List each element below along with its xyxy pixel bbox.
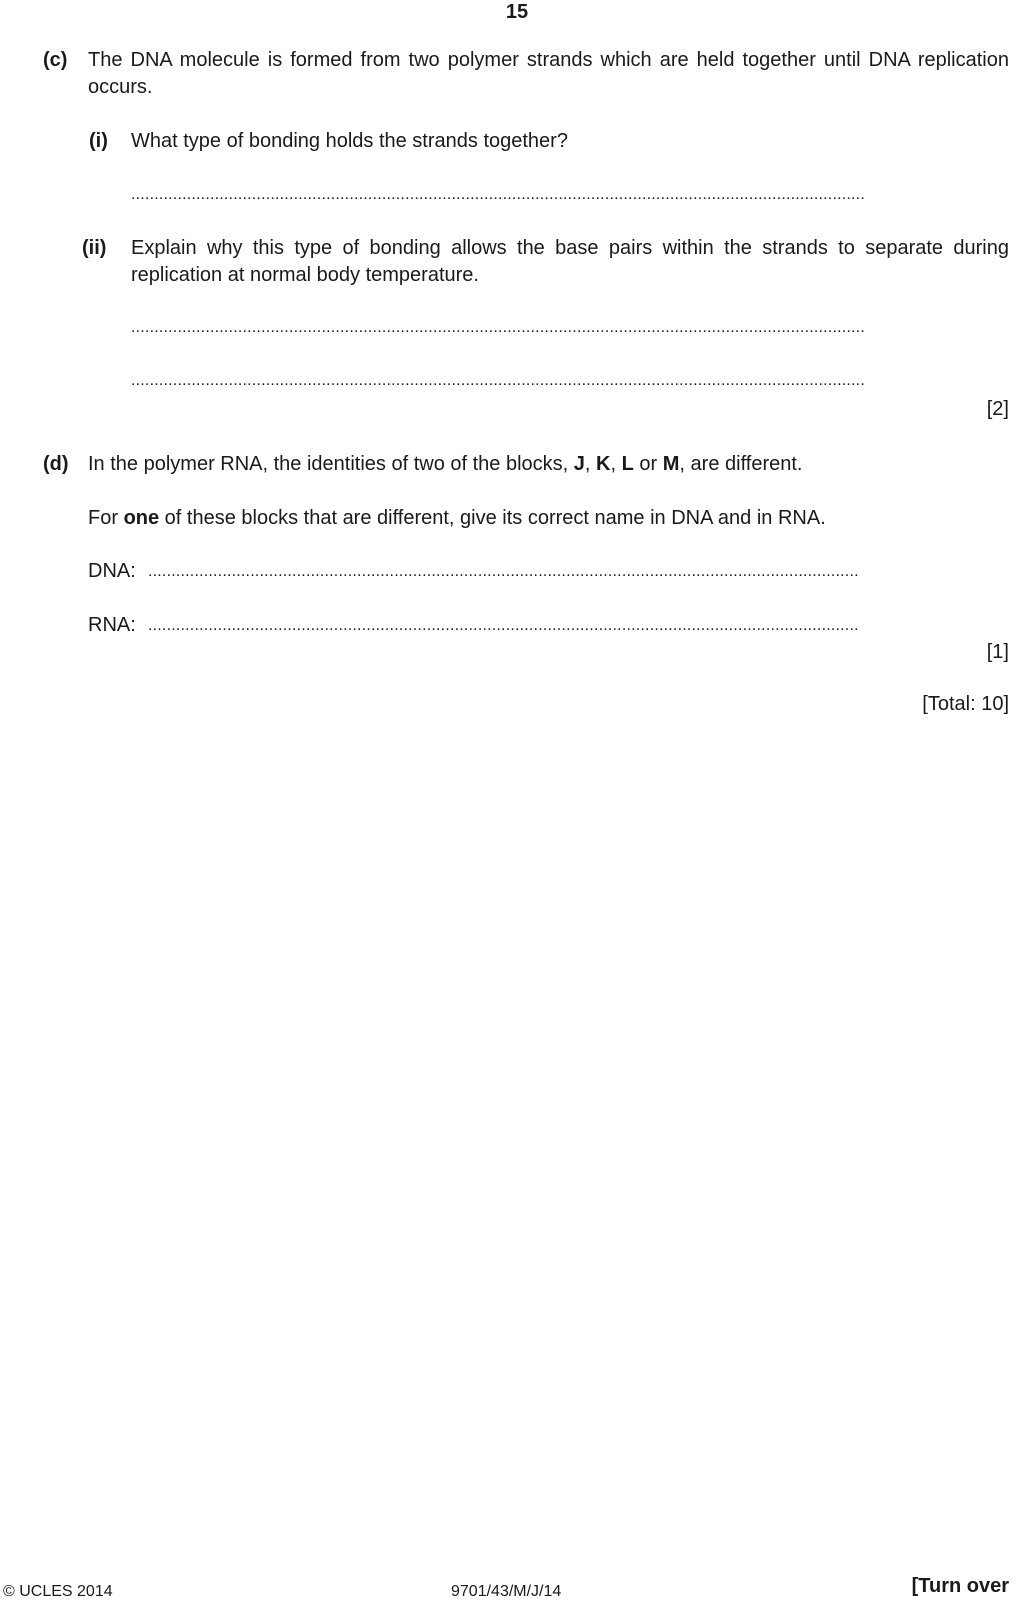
part-c-ii-marks: [2] bbox=[986, 398, 1009, 420]
dna-label: DNA: bbox=[88, 560, 136, 582]
part-c-i-label: (i) bbox=[89, 130, 108, 152]
instruction-post: of these blocks that are different, give its correct name in DNA and in RNA. bbox=[159, 507, 826, 529]
separator: , bbox=[610, 453, 622, 475]
answer-line-c-ii-2[interactable]: .............................................................................................................................................................. bbox=[131, 372, 865, 389]
answer-line-dna[interactable]: ......................................................................................................................................................... bbox=[148, 563, 859, 580]
block-j: J bbox=[573, 453, 585, 475]
turn-over: [Turn over bbox=[911, 1575, 1009, 1597]
rna-label: RNA: bbox=[88, 614, 136, 636]
part-c-text: The DNA molecule is formed from two polymer strands which are held together until DNA replication occurs. bbox=[88, 49, 1009, 98]
paper-code: 9701/43/M/J/14 bbox=[451, 1583, 562, 1600]
part-c-ii-text: Explain why this type of bonding allows the base pairs within the strands to separate during replication at normal body temperature. bbox=[131, 237, 1009, 286]
page-number: 15 bbox=[505, 1, 529, 23]
part-d-instruction bbox=[88, 505, 826, 532]
part-d-label: (d) bbox=[43, 453, 69, 475]
part-d-marks: [1] bbox=[986, 641, 1009, 663]
block-m: M bbox=[662, 453, 680, 475]
part-d-intro-pre: In the polymer RNA, the identities of two of the blocks, bbox=[88, 453, 574, 475]
total-marks: [Total: 10] bbox=[922, 693, 1009, 715]
part-d-intro bbox=[88, 451, 802, 478]
part-c-i-text: What type of bonding holds the strands together? bbox=[131, 130, 568, 152]
answer-line-c-ii-1[interactable]: .............................................................................................................................................................. bbox=[131, 319, 865, 336]
block-l: L bbox=[621, 453, 634, 475]
instruction-pre: For bbox=[88, 507, 124, 529]
part-c-ii-label: (ii) bbox=[82, 237, 107, 259]
or-word: or bbox=[633, 453, 663, 475]
instruction-emphasis: one bbox=[123, 507, 160, 529]
answer-line-c-i[interactable]: .............................................................................................................................................................. bbox=[131, 186, 865, 203]
answer-line-rna[interactable]: ......................................................................................................................................................... bbox=[148, 617, 859, 634]
part-d-intro-post: , are different. bbox=[679, 453, 803, 475]
copyright: © UCLES 2014 bbox=[3, 1583, 113, 1600]
block-k: K bbox=[596, 453, 611, 475]
separator: , bbox=[584, 453, 597, 475]
part-c-label: (c) bbox=[43, 49, 68, 71]
